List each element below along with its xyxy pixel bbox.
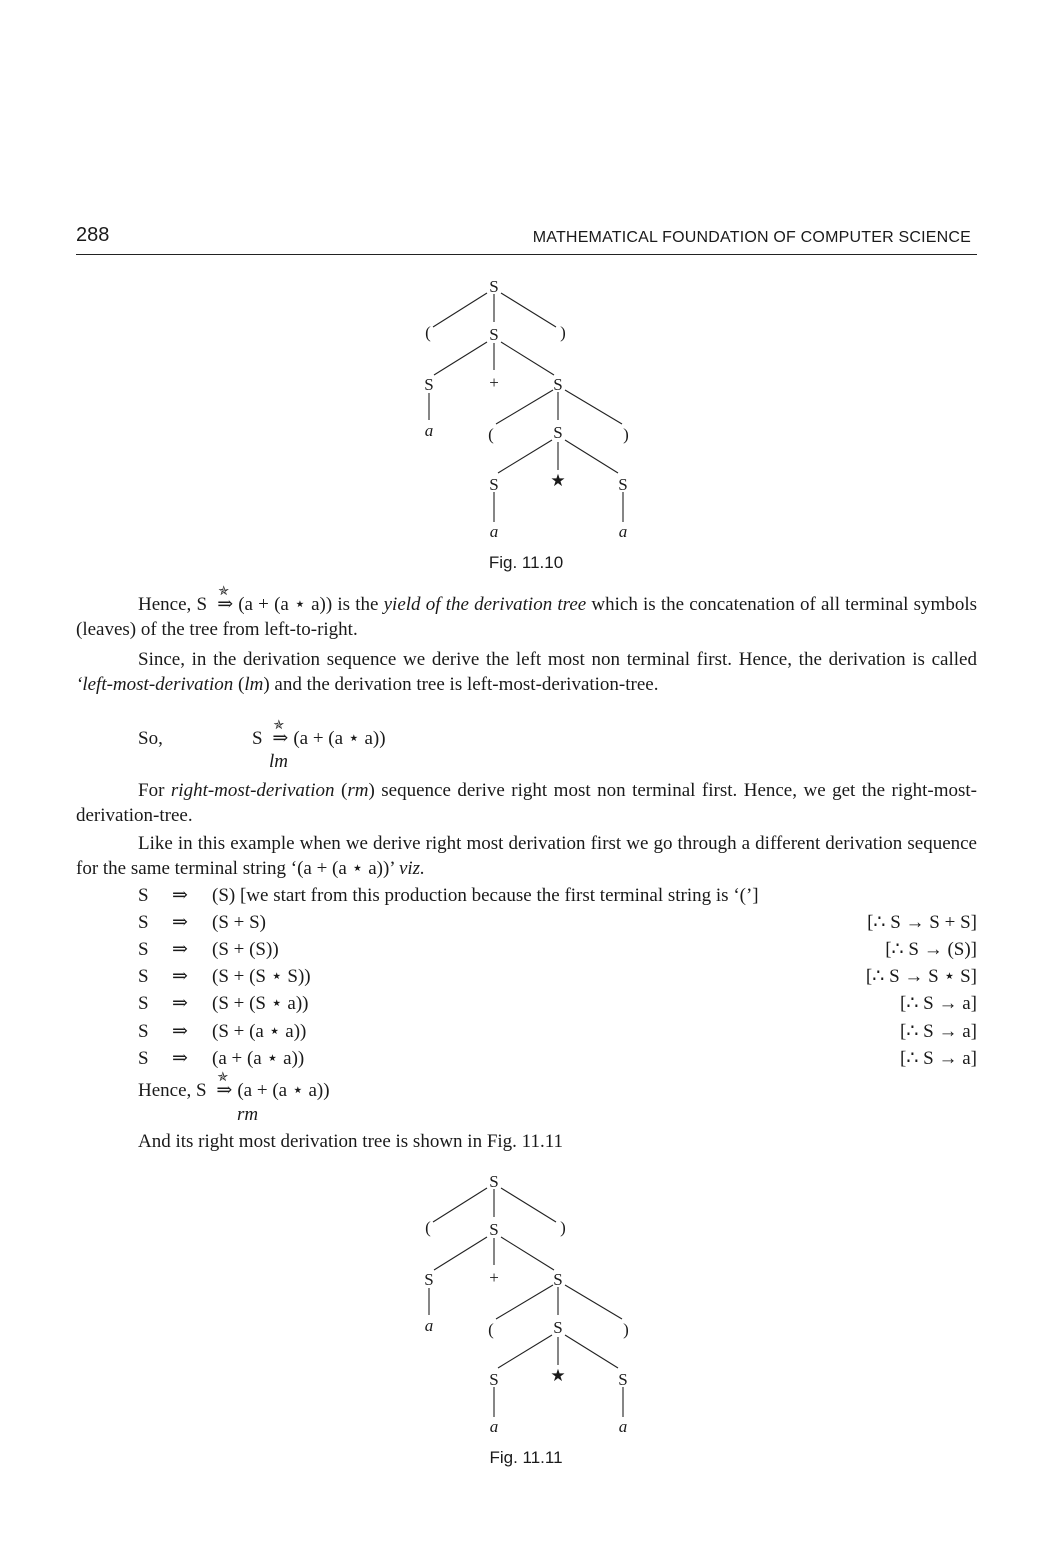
paragraph-right-most: For right-most-derivation (rm) sequence derive right most non terminal first. Hence, we get the right-most-derivation-tree. (76, 780, 977, 826)
page-number: 288 (76, 224, 110, 246)
tree-node-s: S (489, 277, 499, 296)
tree-leaf-rparen: ) (560, 323, 566, 342)
derivation-step: S ⇒ (S + (a ⋆ a)) [∴ S → a] (138, 1021, 977, 1042)
tree-node-s: S (553, 423, 563, 442)
paragraph-fig-reference: And its right most derivation tree is shown in Fig. 11.11 (138, 1131, 564, 1152)
figure-caption: Fig. 11.10 (488, 553, 564, 572)
tree-node-s: S (489, 1220, 499, 1239)
derives-star-symbol: ✯ ⇒ (217, 583, 234, 615)
tree-leaf-lparen: ( (425, 323, 431, 342)
tree-leaf-a: a (489, 1417, 499, 1436)
lm-subscript: lm (269, 751, 288, 772)
tree-leaf-a: a (618, 522, 628, 541)
hence-expression: Hence, S ✯ ⇒ (a + (a ⋆ a)) (138, 1069, 330, 1101)
tree-leaf-a: a (489, 522, 499, 541)
tree-leaf-rparen: ) (623, 425, 629, 444)
derivation-step: S ⇒ (S) [we start from this production because the first terminal string is ‘(’] (138, 885, 759, 906)
tree-leaf-a: a (424, 421, 434, 440)
tree-leaf-plus: + (489, 1268, 499, 1287)
tree-node-s: S (424, 1270, 434, 1289)
paragraph-yield: Hence, S ✯ ⇒ (a + (a ⋆ a)) is the yield of the derivation tree which is the concatenation of all terminal symbols (leaves) of the tree from left-to-right. (76, 583, 977, 640)
tree-node-s: S (553, 375, 563, 394)
derives-star-symbol: ✯ ⇒ (272, 717, 289, 749)
tree-leaf-a: a (424, 1316, 434, 1335)
tree-node-s: S (553, 1270, 563, 1289)
tree-node-s: S (424, 375, 434, 394)
derivation-step: S ⇒ (S + (S ⋆ a)) [∴ S → a] (138, 993, 977, 1014)
tree-leaf-star: ★ (550, 471, 566, 490)
tree-node-s: S (489, 1172, 499, 1191)
tree-node-s: S (553, 1318, 563, 1337)
figure-caption: Fig. 11.11 (489, 1448, 563, 1467)
running-title: MATHEMATICAL FOUNDATION OF COMPUTER SCIENCE (532, 229, 971, 246)
derivation-tree-fig-11-11 (400, 1167, 660, 1437)
tree-leaf-rparen: ) (560, 1218, 566, 1237)
tree-node-s: S (489, 475, 499, 494)
yield-term: yield of the derivation tree (383, 594, 587, 615)
derives-star-symbol: ✯ ⇒ (216, 1069, 233, 1101)
tree-leaf-star: ★ (550, 1366, 566, 1385)
paragraph-left-most: Since, in the derivation sequence we derive the left most non terminal first. Hence, the derivation is called ‘left-most-derivation (lm) and the derivation tree is left-most-derivation-tree. (76, 649, 977, 695)
paragraph-example: Like in this example when we derive right most derivation first we go through a different derivation sequence for the same terminal string ‘(a + (a ⋆ a))’ viz. (76, 833, 977, 879)
tree-leaf-a: a (618, 1417, 628, 1436)
tree-node-s: S (489, 325, 499, 344)
so-label: So, (138, 728, 163, 749)
tree-leaf-lparen: ( (488, 425, 494, 444)
so-expression: S ✯ ⇒ (a + (a ⋆ a)) (252, 717, 386, 749)
derivation-step: S ⇒ (S + S) [∴ S → S + S] (138, 912, 977, 933)
page-header (76, 224, 977, 255)
tree-leaf-lparen: ( (425, 1218, 431, 1237)
tree-node-s: S (489, 1370, 499, 1389)
tree-leaf-plus: + (489, 373, 499, 392)
derivation-step: S ⇒ (a + (a ⋆ a)) [∴ S → a] (138, 1048, 977, 1069)
tree-node-s: S (618, 475, 628, 494)
derivation-step: S ⇒ (S + (S)) [∴ S → (S)] (138, 939, 977, 960)
derivation-tree-fig-11-10 (400, 272, 660, 542)
tree-node-s: S (618, 1370, 628, 1389)
derivation-step: S ⇒ (S + (S ⋆ S)) [∴ S → S ⋆ S] (138, 966, 977, 987)
tree-leaf-lparen: ( (488, 1320, 494, 1339)
rm-subscript: rm (237, 1104, 259, 1125)
tree-leaf-rparen: ) (623, 1320, 629, 1339)
